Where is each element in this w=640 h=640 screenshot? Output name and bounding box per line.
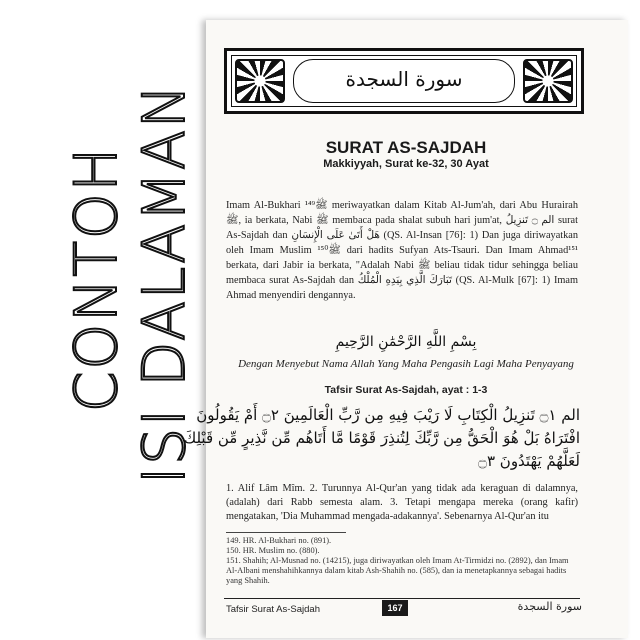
tafsir-heading: Tafsir Surat As-Sajdah, ayat : 1-3 (324, 384, 488, 396)
ayat-block (183, 404, 580, 473)
footer-divider (224, 598, 580, 599)
ayat-translation: 1. Alif Lâm Mîm. 2. Turunnya Al-Qur'an yang tidak ada keraguan di dalamnya, (adalah) dari Rabb semesta alam. 3. Tetapi mengapa mereka (orang kafir) mengatakan, 'Dia Muhammad mengada-adakannya'. Sebenarnya Al-Qur'an itu (226, 483, 578, 522)
ayat-line: الم ۝١ تَنزِيلُ الْكِتَابِ لَا رَيْبَ فِيهِ مِن رَّبِّ الْعَالَمِينَ ۝٢ أَمْ يَقُولُونَ (196, 406, 580, 424)
ornament-left-icon (235, 59, 285, 103)
ayat-line: افْتَرَاهُ بَلْ هُوَ الْحَقُّ مِن رَّبِّكَ لِتُنذِرَ قَوْمًا مَّا أَتَاهُم مِّن نَّذِيرٍ مِّن قَبْلِكَ (183, 429, 580, 447)
ornament-right-icon (523, 59, 573, 103)
book-page (183, 20, 628, 638)
footnote-item: 149. HR. Al-Bukhari no. (891). (226, 536, 332, 545)
basmala-arabic: بِسْمِ اللَّهِ الرَّحْمَٰنِ الرَّحِيمِ (335, 334, 477, 350)
footnote-divider (226, 532, 346, 533)
surah-subtitle: Makkiyyah, Surat ke-32, 30 Ayat (323, 158, 489, 170)
overlay-caption (0, 0, 200, 640)
footer-arabic-title: سورة السجدة (517, 600, 582, 613)
surah-arabic-title: سورة السجدة (345, 67, 463, 91)
surah-title: SURAT AS-SAJDAH (325, 138, 487, 157)
surah-header-banner (224, 48, 584, 114)
overlay-line-contoh: CONTOH (62, 145, 130, 412)
page-number: 167 (382, 600, 408, 616)
footnote-item: 150. HR. Muslim no. (880). (226, 546, 320, 555)
basmala-translation: Dengan Menyebut Nama Allah Yang Maha Pengasih Lagi Maha Penyayang (238, 358, 574, 370)
footer-running-title: Tafsir Surat As-Sajdah (226, 604, 320, 615)
intro-paragraph: Imam Al-Bukhari ﷺ¹⁴⁹ meriwayatkan dalam Kitab Al-Jum'ah, dari Abu Hurairah ﷺ, ia berkata, Nabi ﷺ membaca pada shalat subuh hari jum'at, الم ۝ تَنزِيلُ surat As-Sajdah dan هَلْ أَتَىٰ عَلَى الْإِنسَانِ (QS. Al-Insan [76]: 1) Dan juga diriwayatkan oleh Imam Muslim ﷺ¹⁵⁰ dari hadits Sufyan Ats-Tsauri. Dan Imam Ahmad¹⁵¹ berkata, dari Jabir ia berkata, "Adalah Nabi ﷺ beliau tidak tidur sehingga beliau membaca surat As-Sajdah dan تَبَارَكَ الَّذِي بِيَدِهِ الْمُلْكُ (QS. Al-Mulk [67]: 1) Imam Ahmad menyendiri dengannya. (226, 200, 579, 301)
footnote-item: 151. Shahih; Al-Musnad no. (14215), juga diriwayatkan oleh Imam At-Tirmidzi no. (2892), dan Imam Al-Albani menshahihkannya dalam kitab Ash-Shahih no. (585), dan ia menetapkannya sebagai hadits yang Shahih. (226, 556, 569, 585)
footnotes (226, 536, 578, 586)
ayat-line: لَعَلَّهُمْ يَهْتَدُونَ ۝٣ (478, 452, 580, 470)
overlay-line-isi-dalaman: ISI DALAMAN (130, 82, 198, 484)
